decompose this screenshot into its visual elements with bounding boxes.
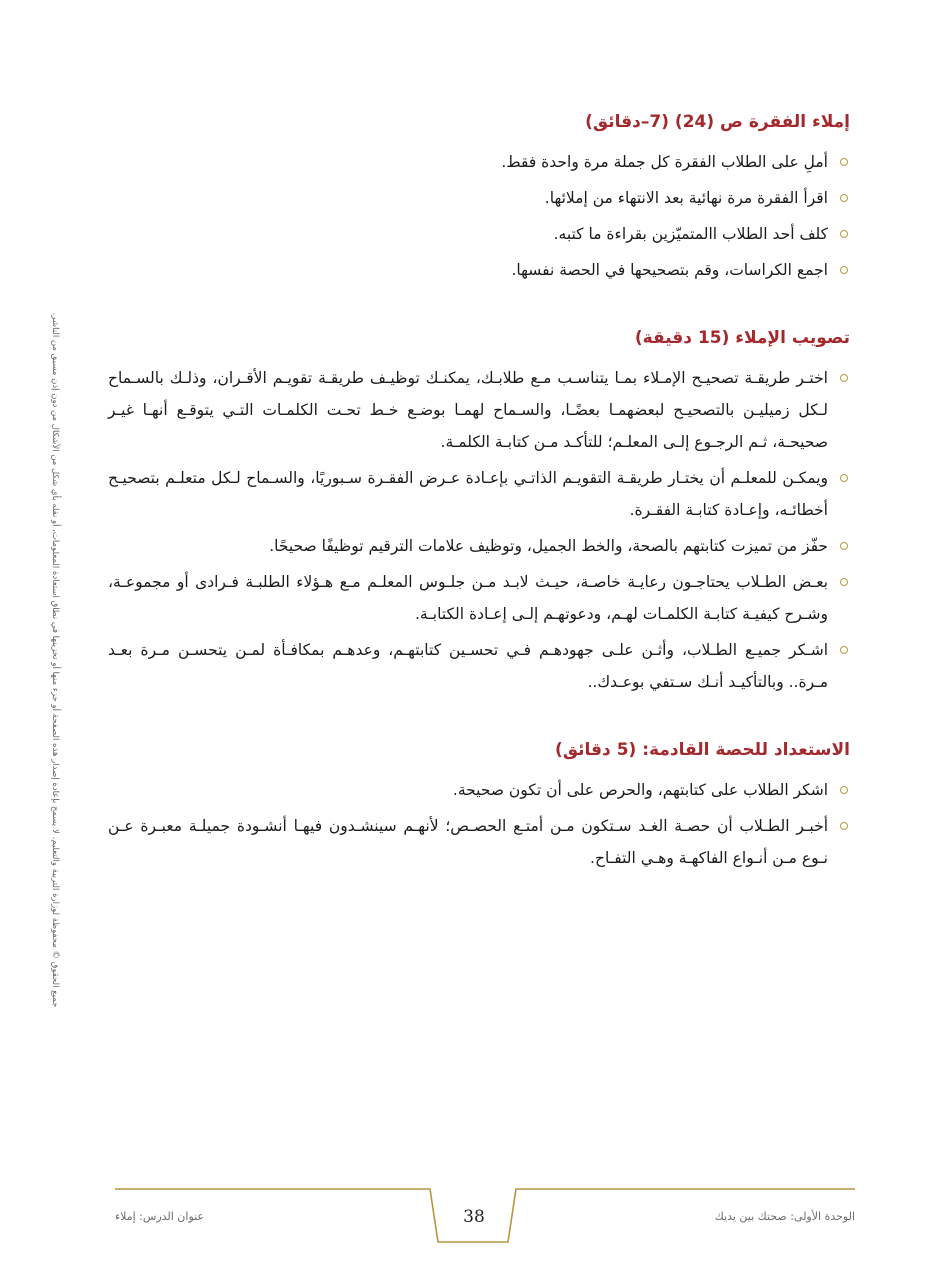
section-next-lesson: [108, 738, 850, 874]
list-item: اشكر الطلاب على كتابتهم، والحرص على أن تكون صحيحة.: [108, 774, 850, 806]
list-item: ويمكـن للمعلـم أن يختـار طريقـة التقويـم الذاتـي بإعـادة عـرض الفقـرة سـبوريًا، والسـماح لـكل متعلـم بتصحيـح أخطائـه، وإعـادة كتابـة الفقـرة.: [108, 462, 850, 526]
list-item: أخبـر الطـلاب أن حصـة الغـد سـتكون مـن أمتـع الحصـص؛ لأنهـم سينشـدون فيهـا أنشـودة جميلـة معبـرة عـن نـوع مـن أنـواع الفاكهـة وهـي التفـاح.: [108, 810, 850, 874]
bullet-list: [108, 774, 850, 874]
list-item: أملِ على الطلاب الفقرة كل جملة مرة واحدة فقط.: [108, 146, 850, 178]
bullet-icon: [840, 474, 848, 482]
bullet-icon: [840, 158, 848, 166]
bullet-icon: [840, 374, 848, 382]
lesson-content: [108, 110, 850, 914]
bullet-icon: [840, 230, 848, 238]
copyright-text: جميع الحقوق © محفوظة لوزارة التربية والتعليم. لا يسمح بإعادة إصدار هذه الصفحة أو جزء منها أو تخزينها في نطاق استعادة المعلومات، أو نقله بأي شكل من الأشكال من دون إذن مسبق من الناشر.: [50, 312, 60, 1008]
list-item: اقرأ الفقرة مرة نهائية بعد الانتهاء من إملائها.: [108, 182, 850, 214]
section-title: إملاء الفقرة ص (24) (7–دقائق): [585, 112, 850, 132]
copyright-side-note: [46, 300, 64, 1020]
section-title: الاستعداد للحصة القادمة: (5 دقائق): [555, 740, 850, 760]
bullet-icon: [840, 266, 848, 274]
bullet-icon: [840, 578, 848, 586]
list-item: حفّز من تميزت كتابتهم بالصحة، والخط الجميل، وتوظيف علامات الترقيم توظيفًا صحيحًا.: [108, 530, 850, 562]
page-number: 38: [463, 1207, 485, 1227]
bullet-list: [108, 146, 850, 286]
footer-unit-title: الوحدة الأولى: صحتك بين يديك: [714, 1210, 855, 1223]
bullet-icon: [840, 194, 848, 202]
list-item: اجمع الكراسات، وقم بتصحيحها في الحصة نفسها.: [108, 254, 850, 286]
bullet-icon: [840, 542, 848, 550]
bullet-list: [108, 362, 850, 698]
list-item: اختـر طريقـة تصحيـح الإمـلاء بمـا يتناسـب مـع طلابـك، يمكنـك توظيـف طريقـة تقويـم الأقـران، وذلـك بالسـماح لـكل زميليـن بالتصحيـح لبعضهمـا بعضًـا، والسـماح لهمـا بوضـع خـط تحـت الكلمـات التـي يتوقـع أنهـا غيـر صحيحـة، ثـم الرجـوع إلـى المعلـم؛ للتأكـد مـن كتابـة الكلمـة.: [108, 362, 850, 458]
list-item: اشـكر جميـع الطـلاب، وأثـن علـى جهودهـم فـي تحسـين كتابتهـم، وعدهـم بمكافـأة لمـن يتحسـن مـرة بعـد مـرة.. وبالتأكيـد أنـك سـتفي بوعـدك..: [108, 634, 850, 698]
list-item: بعـض الطـلاب يحتاجـون رعايـة خاصـة، حيـث لابـد مـن جلـوس المعلـم مـع هـؤلاء الطلبـة فـرادى أو مجموعـة، وشـرح كيفيـة كتابـة الكلمـات لهـم، ودعوتهـم إلـى إعـادة الكتابـة.: [108, 566, 850, 630]
section-correction: [108, 326, 850, 698]
section-title: تصويب الإملاء (15 دقيقة): [634, 328, 850, 348]
list-item: كلف أحد الطلاب االمتميّزين بقراءة ما كتبه.: [108, 218, 850, 250]
footer-lesson-title: عنوان الدرس: إملاء: [115, 1210, 205, 1223]
section-dictation: [108, 110, 850, 286]
bullet-icon: [840, 646, 848, 654]
bullet-icon: [840, 786, 848, 794]
bullet-icon: [840, 822, 848, 830]
